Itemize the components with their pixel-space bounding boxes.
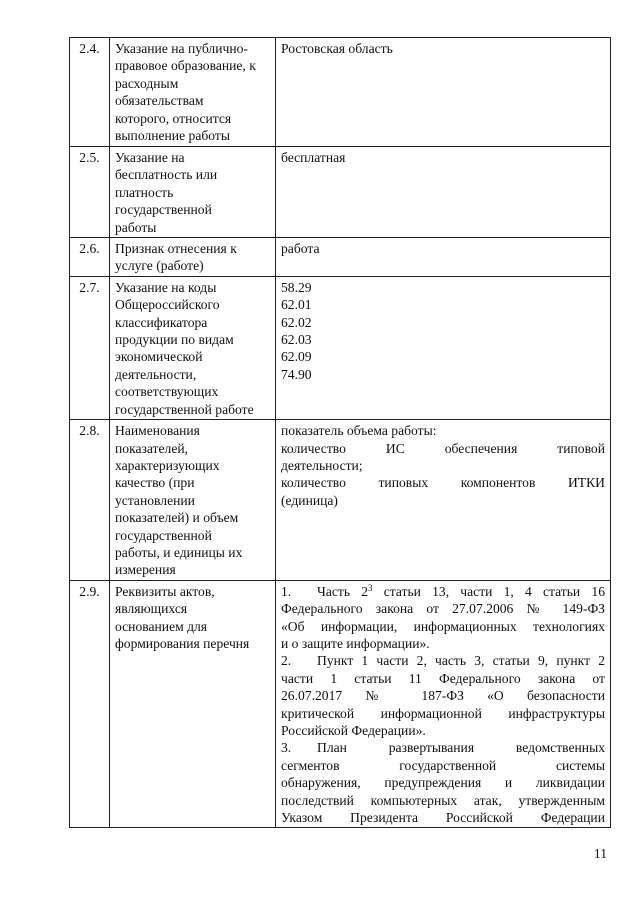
name-line: обязательствам xyxy=(115,93,204,109)
legal-act-item-1-line: и о защите информации». xyxy=(281,635,430,651)
name-line: классификатора xyxy=(115,314,208,330)
row-number: 2.9. xyxy=(70,580,110,828)
table-row xyxy=(70,147,611,238)
name-line: качество (при xyxy=(115,475,195,491)
name-line: государственной xyxy=(115,527,212,543)
value-line: количество ИС обеспечения типовой xyxy=(281,440,605,456)
name-line: деятельности, xyxy=(115,366,197,382)
row-value xyxy=(276,420,611,581)
value-line: работа xyxy=(281,241,320,257)
legal-act-item-2-line: Российской Федерации». xyxy=(281,723,426,738)
table-row xyxy=(70,238,611,277)
row-number: 2.7. xyxy=(70,276,110,419)
legal-act-item-1-line: Федерального закона от 27.07.2006 № 149-ФЗ xyxy=(281,601,605,617)
legal-act-item-3-line: Указом Президента Российской Федерации xyxy=(281,810,605,826)
legal-act-item-1-line: «Об информации, информационных технологиях xyxy=(281,618,605,634)
name-line: продукции по видам xyxy=(115,332,234,348)
name-line: Указание на коды xyxy=(115,279,217,295)
name-line: Признак отнесения к xyxy=(115,241,237,257)
value-line: деятельности; xyxy=(281,457,363,473)
name-line: основанием для xyxy=(115,618,208,634)
table-row xyxy=(70,420,611,581)
name-line: показателей, xyxy=(115,440,189,456)
okved-code: 58.29 xyxy=(281,279,312,295)
row-value xyxy=(276,238,611,277)
legal-act-text: План развертывания ведомственных xyxy=(317,740,605,756)
name-line: экономической xyxy=(115,349,203,365)
legal-act-item-3-line: последствий компьютерных атак, утвержденным xyxy=(281,792,605,808)
superscript: 3 xyxy=(368,582,373,593)
name-line: формирования перечня xyxy=(115,635,250,651)
legal-act-number: 1. xyxy=(281,583,292,599)
row-name xyxy=(110,580,276,828)
okved-code: 62.09 xyxy=(281,349,312,365)
name-line: услуге (работе) xyxy=(115,258,204,274)
name-line: Указание на xyxy=(115,150,185,165)
row-number: 2.5. xyxy=(70,147,110,238)
row-name xyxy=(110,38,276,147)
name-line: которого, относится xyxy=(115,110,232,126)
legal-act-text: Часть 2 xyxy=(317,583,369,599)
okved-code: 74.90 xyxy=(281,366,312,382)
name-line: работы, и единицы их xyxy=(115,544,243,560)
name-line: государственной xyxy=(115,202,212,218)
row-name xyxy=(110,238,276,277)
legal-act-item-2-line: критической информационной инфраструктуры xyxy=(281,705,605,721)
name-line: показателей) и объем xyxy=(115,510,239,526)
page-number: 11 xyxy=(593,846,607,861)
table-row xyxy=(70,580,611,828)
legal-act-item-1-line xyxy=(281,583,605,600)
table-row xyxy=(70,276,611,419)
row-number: 2.8. xyxy=(70,420,110,581)
legal-act-item-2-line xyxy=(281,652,605,669)
name-line: платность xyxy=(115,184,174,200)
okved-code: 62.01 xyxy=(281,297,312,313)
okved-code: 62.03 xyxy=(281,332,312,348)
row-value xyxy=(276,147,611,238)
row-value xyxy=(276,276,611,419)
legal-act-item-3-line: сегментов государственной системы xyxy=(281,757,605,773)
name-line: расходным xyxy=(115,75,179,91)
row-value xyxy=(276,38,611,147)
registry-table xyxy=(69,37,611,828)
okved-code: 62.02 xyxy=(281,314,312,330)
legal-act-number: 3. xyxy=(281,740,292,756)
name-line: выполнение работы xyxy=(115,128,230,144)
name-line: Наименования xyxy=(115,423,200,439)
name-line: Указание на публично- xyxy=(115,41,248,56)
legal-act-text: Пункт 1 части 2, часть 3, статьи 9, пункт 2 xyxy=(317,653,605,669)
legal-act-text: статьи 13, части 1, 4 статьи 16 xyxy=(372,583,605,599)
value-line: (единица) xyxy=(281,492,338,508)
table-row xyxy=(70,38,611,147)
row-name xyxy=(110,420,276,581)
value-line: показатель объема работы: xyxy=(281,423,437,439)
name-line: правовое образование, к xyxy=(115,58,256,74)
name-line: бесплатность или xyxy=(115,167,218,183)
row-name xyxy=(110,147,276,238)
row-number: 2.6. xyxy=(70,238,110,277)
name-line: измерения xyxy=(115,562,176,578)
name-line: государственной работе xyxy=(115,401,254,417)
row-name xyxy=(110,276,276,419)
name-line: Общероссийского xyxy=(115,297,220,313)
name-line: работы xyxy=(115,219,157,235)
name-line: соответствующих xyxy=(115,384,219,400)
row-value xyxy=(276,580,611,828)
row-number: 2.4. xyxy=(70,38,110,147)
value-line: Ростовская область xyxy=(281,41,393,56)
name-line: Реквизиты актов, xyxy=(115,583,215,599)
name-line: характеризующих xyxy=(115,457,220,473)
legal-act-item-2-line: 26.07.2017 № 187-ФЗ «О безопасности xyxy=(281,688,605,704)
value-line: количество типовых компонентов ИТКИ xyxy=(281,475,605,491)
legal-act-item-3-line xyxy=(281,739,605,756)
legal-act-item-2-line: части 1 статьи 11 Федерального закона от xyxy=(281,670,605,686)
legal-act-item-3-line: обнаружения, предупреждения и ликвидации xyxy=(281,775,605,791)
name-line: установлении xyxy=(115,492,195,508)
value-line: бесплатная xyxy=(281,150,346,165)
legal-act-number: 2. xyxy=(281,653,292,669)
name-line: являющихся xyxy=(115,601,188,617)
